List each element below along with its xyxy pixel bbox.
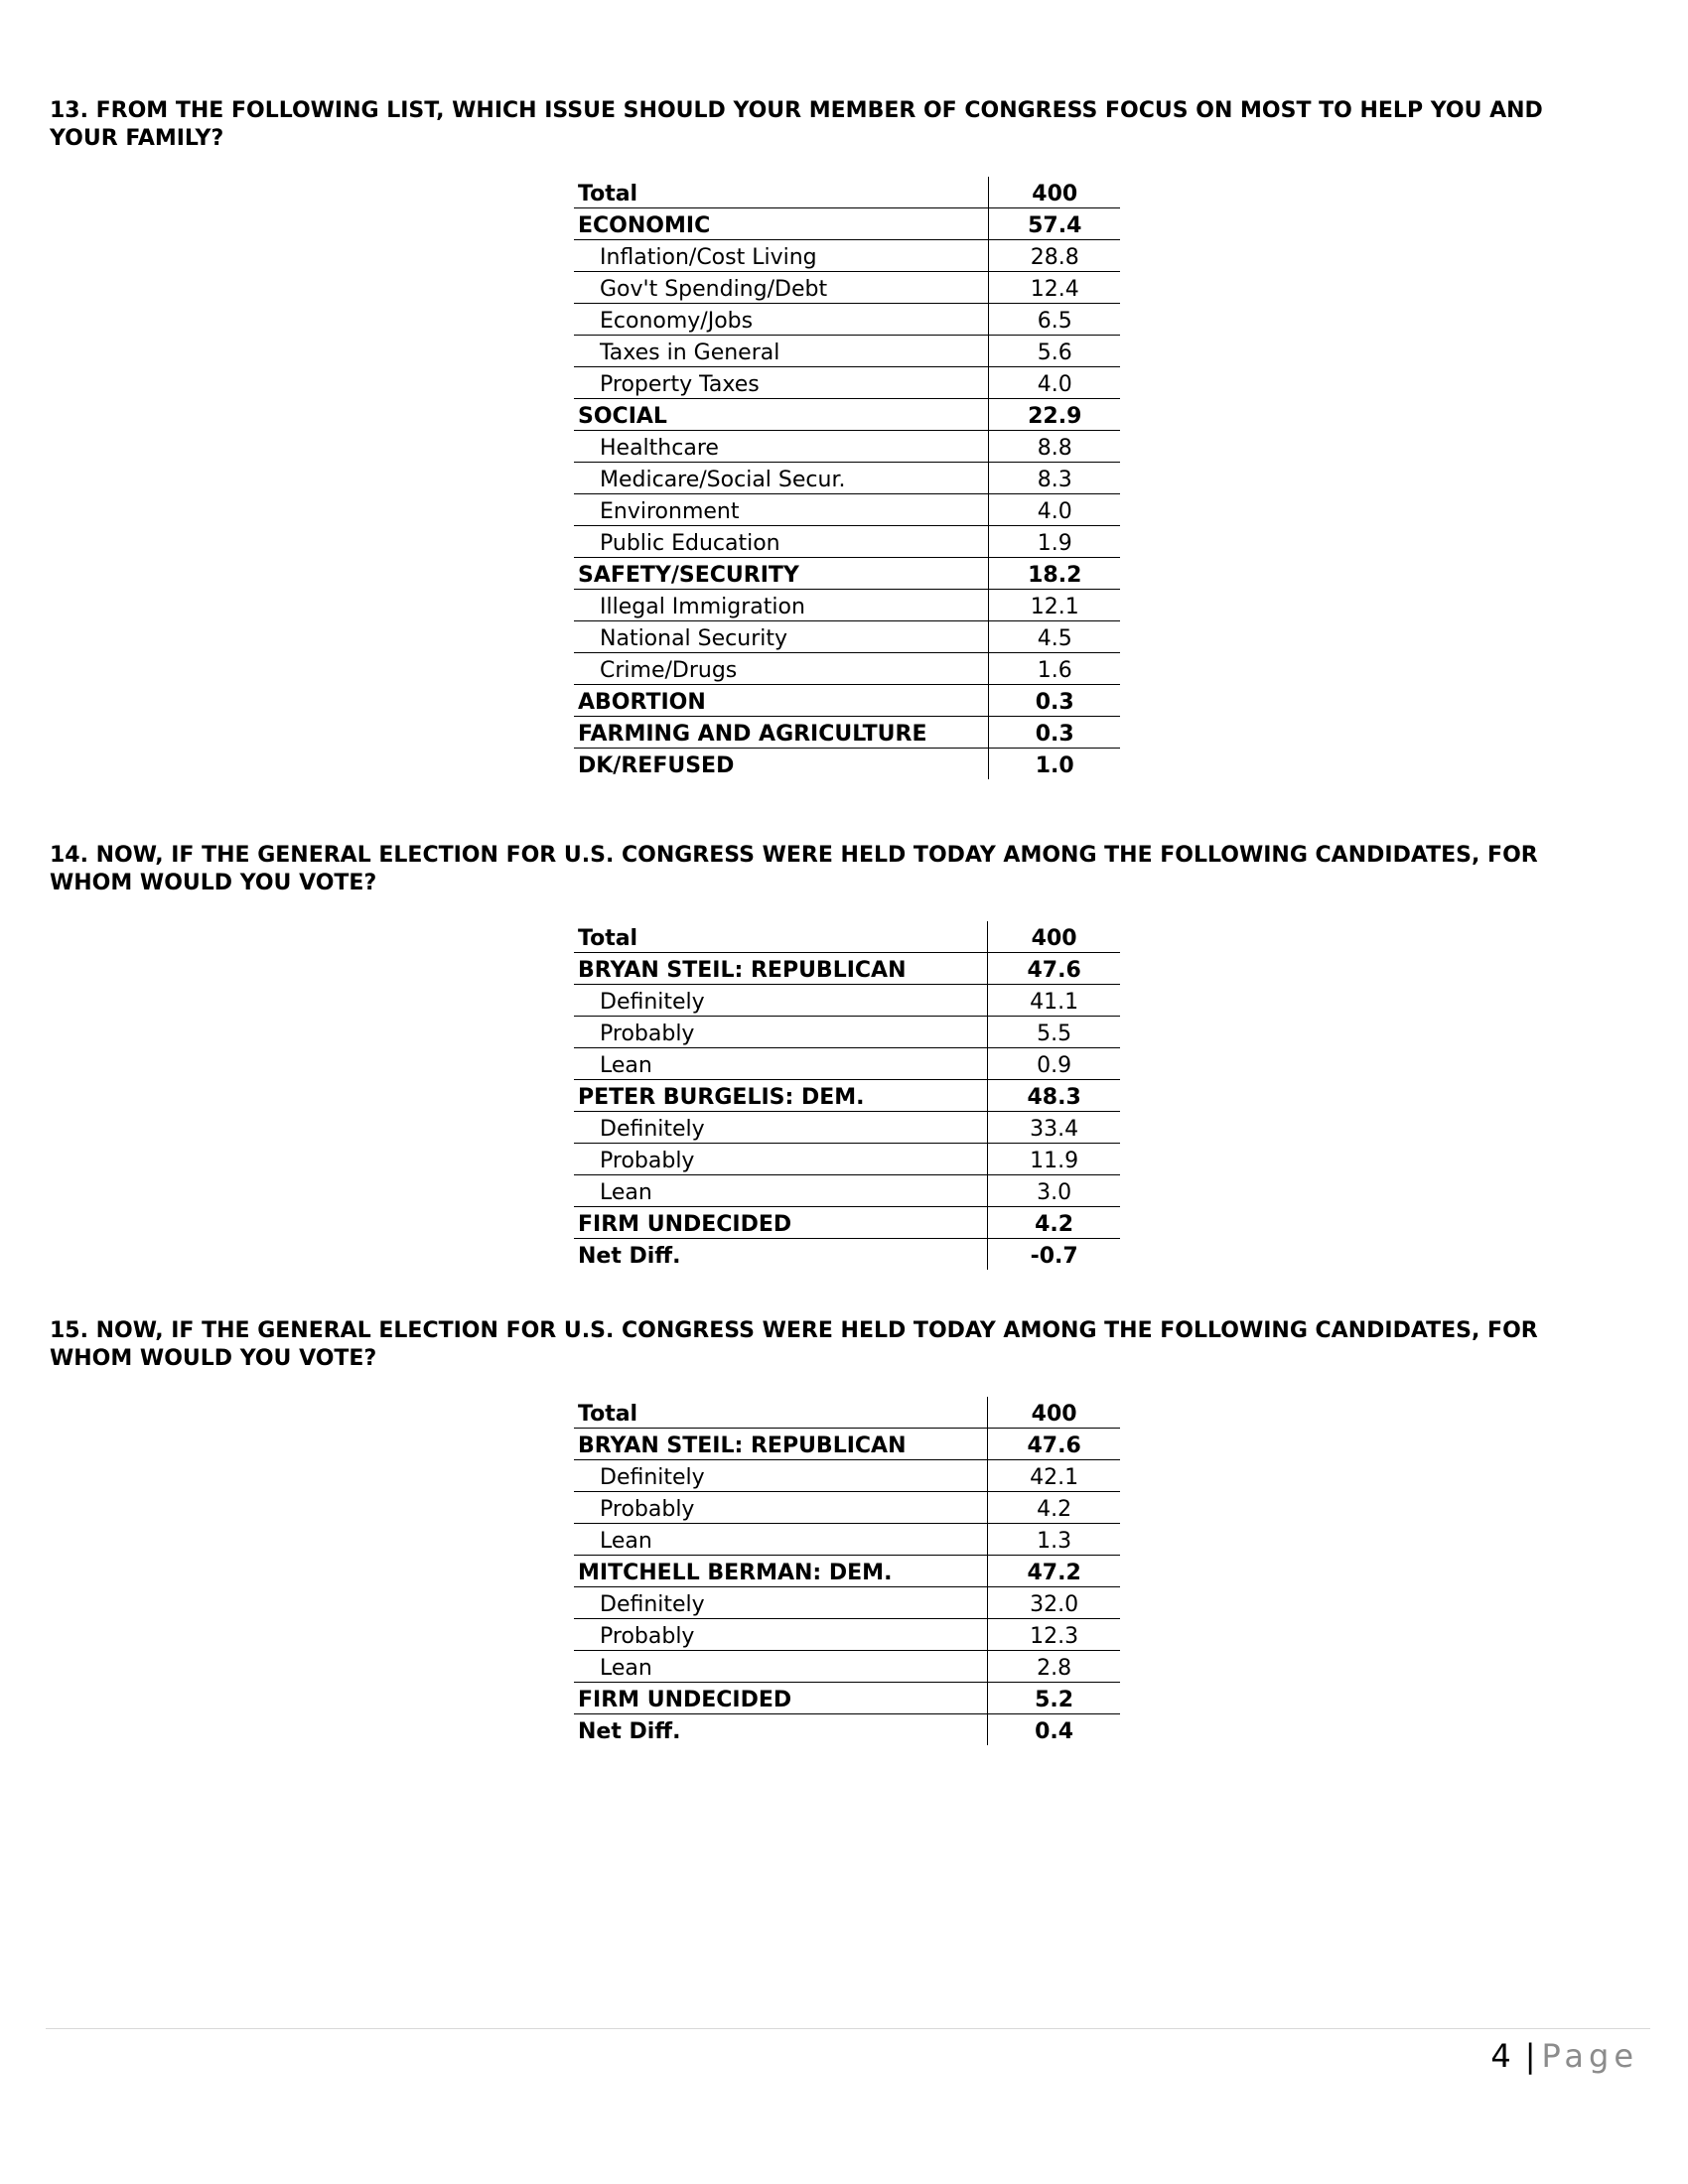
row-value: 1.6 bbox=[989, 653, 1120, 685]
table-row bbox=[574, 558, 1120, 590]
table-row bbox=[574, 1397, 1120, 1429]
row-value: 12.1 bbox=[989, 590, 1120, 621]
table-row bbox=[574, 685, 1120, 717]
row-label: Definitely bbox=[574, 985, 988, 1017]
row-value: 6.5 bbox=[989, 304, 1120, 336]
row-value: 4.2 bbox=[988, 1492, 1120, 1524]
row-label: Illegal Immigration bbox=[574, 590, 989, 621]
row-label: National Security bbox=[574, 621, 989, 653]
row-value: 32.0 bbox=[988, 1587, 1120, 1619]
row-label: Total bbox=[574, 177, 989, 208]
row-value: 47.6 bbox=[988, 953, 1120, 985]
row-label: Environment bbox=[574, 494, 989, 526]
footer-divider bbox=[46, 2028, 1650, 2029]
row-value: 33.4 bbox=[988, 1112, 1120, 1144]
row-label: ECONOMIC bbox=[574, 208, 989, 240]
table-row bbox=[574, 272, 1120, 304]
row-label: Net Diff. bbox=[578, 1719, 681, 1744]
table-row bbox=[574, 953, 1120, 985]
row-label: Probably bbox=[574, 1144, 988, 1175]
row-value: 5.6 bbox=[989, 336, 1120, 367]
question-13-text: 13. FROM THE FOLLOWING LIST, WHICH ISSUE SHOULD YOUR MEMBER OF CONGRESS FOCUS ON MOST TO HELP YOU AND YOUR FAMILY? bbox=[50, 98, 1543, 151]
row-value: 1.9 bbox=[989, 526, 1120, 558]
row-value: 1.0 bbox=[989, 749, 1120, 780]
row-value: 8.3 bbox=[989, 463, 1120, 494]
row-value: 400 bbox=[989, 177, 1120, 208]
table-row bbox=[574, 1556, 1120, 1587]
row-value: 4.5 bbox=[989, 621, 1120, 653]
row-value: 11.9 bbox=[988, 1144, 1120, 1175]
table-row bbox=[574, 717, 1120, 749]
table-row bbox=[574, 1651, 1120, 1683]
table-row bbox=[574, 336, 1120, 367]
table-row bbox=[574, 208, 1120, 240]
table-row bbox=[574, 494, 1120, 526]
table-row bbox=[574, 1460, 1120, 1492]
row-value: 4.0 bbox=[989, 367, 1120, 399]
row-label: MITCHELL BERMAN: DEM. bbox=[574, 1556, 988, 1587]
table-row bbox=[574, 1207, 1120, 1239]
row-value: 57.4 bbox=[989, 208, 1120, 240]
row-value: 400 bbox=[988, 921, 1120, 953]
table-row bbox=[574, 463, 1120, 494]
table-row bbox=[574, 1429, 1120, 1460]
row-value: 3.0 bbox=[988, 1175, 1120, 1207]
row-label: FIRM UNDECIDED bbox=[574, 1207, 988, 1239]
row-label: Crime/Drugs bbox=[574, 653, 989, 685]
row-value: 12.4 bbox=[989, 272, 1120, 304]
q13-results-table bbox=[574, 177, 1120, 779]
row-value: -0.7 bbox=[988, 1239, 1120, 1271]
row-label: Total bbox=[574, 921, 988, 953]
row-label: Definitely bbox=[574, 1587, 988, 1619]
table-row bbox=[574, 240, 1120, 272]
row-label: ABORTION bbox=[574, 685, 989, 717]
row-value: 0.3 bbox=[989, 717, 1120, 749]
row-label: FARMING AND AGRICULTURE bbox=[574, 717, 989, 749]
table-row bbox=[574, 399, 1120, 431]
row-value: 42.1 bbox=[988, 1460, 1120, 1492]
row-label: Lean bbox=[574, 1175, 988, 1207]
row-label: BRYAN STEIL: REPUBLICAN bbox=[574, 1429, 988, 1460]
table-row bbox=[574, 1048, 1120, 1080]
page-word: Page bbox=[1541, 2037, 1638, 2075]
table-row bbox=[574, 1524, 1120, 1556]
page-footer bbox=[1490, 2037, 1638, 2075]
table-row bbox=[574, 653, 1120, 685]
row-label: SOCIAL bbox=[574, 399, 989, 431]
row-value: 8.8 bbox=[989, 431, 1120, 463]
table-row bbox=[574, 921, 1120, 953]
row-value: 4.2 bbox=[988, 1207, 1120, 1239]
row-label: Lean bbox=[574, 1048, 988, 1080]
row-value: 5.2 bbox=[988, 1683, 1120, 1714]
row-label: Definitely bbox=[574, 1112, 988, 1144]
table-row bbox=[574, 304, 1120, 336]
row-value: 28.8 bbox=[989, 240, 1120, 272]
table-row bbox=[574, 1017, 1120, 1048]
row-value: 0.9 bbox=[988, 1048, 1120, 1080]
row-value: 48.3 bbox=[988, 1080, 1120, 1112]
q15-results-table bbox=[574, 1397, 1120, 1745]
row-label: Probably bbox=[574, 1017, 988, 1048]
question-15-text: 15. NOW, IF THE GENERAL ELECTION FOR U.S. CONGRESS WERE HELD TODAY AMONG THE FOLLOWING CANDIDATES, FOR WHOM WOULD YOU VOTE? bbox=[50, 1318, 1538, 1371]
row-value: 47.6 bbox=[988, 1429, 1120, 1460]
row-value: 5.5 bbox=[988, 1017, 1120, 1048]
row-label: FIRM UNDECIDED bbox=[574, 1683, 988, 1714]
row-label: PETER BURGELIS: DEM. bbox=[574, 1080, 988, 1112]
table-row bbox=[574, 1492, 1120, 1524]
row-value: 18.2 bbox=[989, 558, 1120, 590]
row-value: 12.3 bbox=[988, 1619, 1120, 1651]
row-value: 47.2 bbox=[988, 1556, 1120, 1587]
table-row bbox=[574, 985, 1120, 1017]
row-label: SAFETY/SECURITY bbox=[574, 558, 989, 590]
table-row bbox=[574, 1587, 1120, 1619]
row-value: 22.9 bbox=[989, 399, 1120, 431]
table-row bbox=[574, 621, 1120, 653]
row-value: 0.3 bbox=[989, 685, 1120, 717]
table-row bbox=[574, 1619, 1120, 1651]
row-label: Net Diff. bbox=[578, 1244, 681, 1269]
page-number: 4 bbox=[1490, 2037, 1511, 2075]
table-row bbox=[574, 367, 1120, 399]
question-14-text: 14. NOW, IF THE GENERAL ELECTION FOR U.S. CONGRESS WERE HELD TODAY AMONG THE FOLLOWING CANDIDATES, FOR WHOM WOULD YOU VOTE? bbox=[50, 843, 1538, 895]
row-label: Healthcare bbox=[574, 431, 989, 463]
row-value: 400 bbox=[988, 1397, 1120, 1429]
table-row bbox=[574, 749, 1120, 780]
table-row bbox=[574, 1112, 1120, 1144]
row-label: Probably bbox=[574, 1492, 988, 1524]
q14-results-table bbox=[574, 921, 1120, 1270]
table-row bbox=[574, 431, 1120, 463]
row-label: Lean bbox=[574, 1651, 988, 1683]
row-label: Property Taxes bbox=[574, 367, 989, 399]
row-value: 2.8 bbox=[988, 1651, 1120, 1683]
table-row bbox=[574, 1175, 1120, 1207]
table-row bbox=[574, 177, 1120, 208]
row-value: 41.1 bbox=[988, 985, 1120, 1017]
row-label: Medicare/Social Secur. bbox=[574, 463, 989, 494]
row-value: 4.0 bbox=[989, 494, 1120, 526]
row-label: Total bbox=[574, 1397, 988, 1429]
row-value: 0.4 bbox=[988, 1714, 1120, 1746]
table-row bbox=[574, 1144, 1120, 1175]
table-row bbox=[574, 1714, 1120, 1746]
table-row bbox=[574, 590, 1120, 621]
table-row bbox=[574, 1239, 1120, 1271]
row-value: 1.3 bbox=[988, 1524, 1120, 1556]
row-label: DK/REFUSED bbox=[578, 753, 735, 778]
row-label: Public Education bbox=[574, 526, 989, 558]
row-label: BRYAN STEIL: REPUBLICAN bbox=[574, 953, 988, 985]
row-label: Probably bbox=[574, 1619, 988, 1651]
table-row bbox=[574, 1683, 1120, 1714]
row-label: Inflation/Cost Living bbox=[574, 240, 989, 272]
table-row bbox=[574, 526, 1120, 558]
footer-separator: | bbox=[1524, 2037, 1536, 2075]
row-label: Taxes in General bbox=[574, 336, 989, 367]
row-label: Lean bbox=[574, 1524, 988, 1556]
row-label: Gov't Spending/Debt bbox=[574, 272, 989, 304]
row-label: Definitely bbox=[574, 1460, 988, 1492]
table-row bbox=[574, 1080, 1120, 1112]
row-label: Economy/Jobs bbox=[574, 304, 989, 336]
